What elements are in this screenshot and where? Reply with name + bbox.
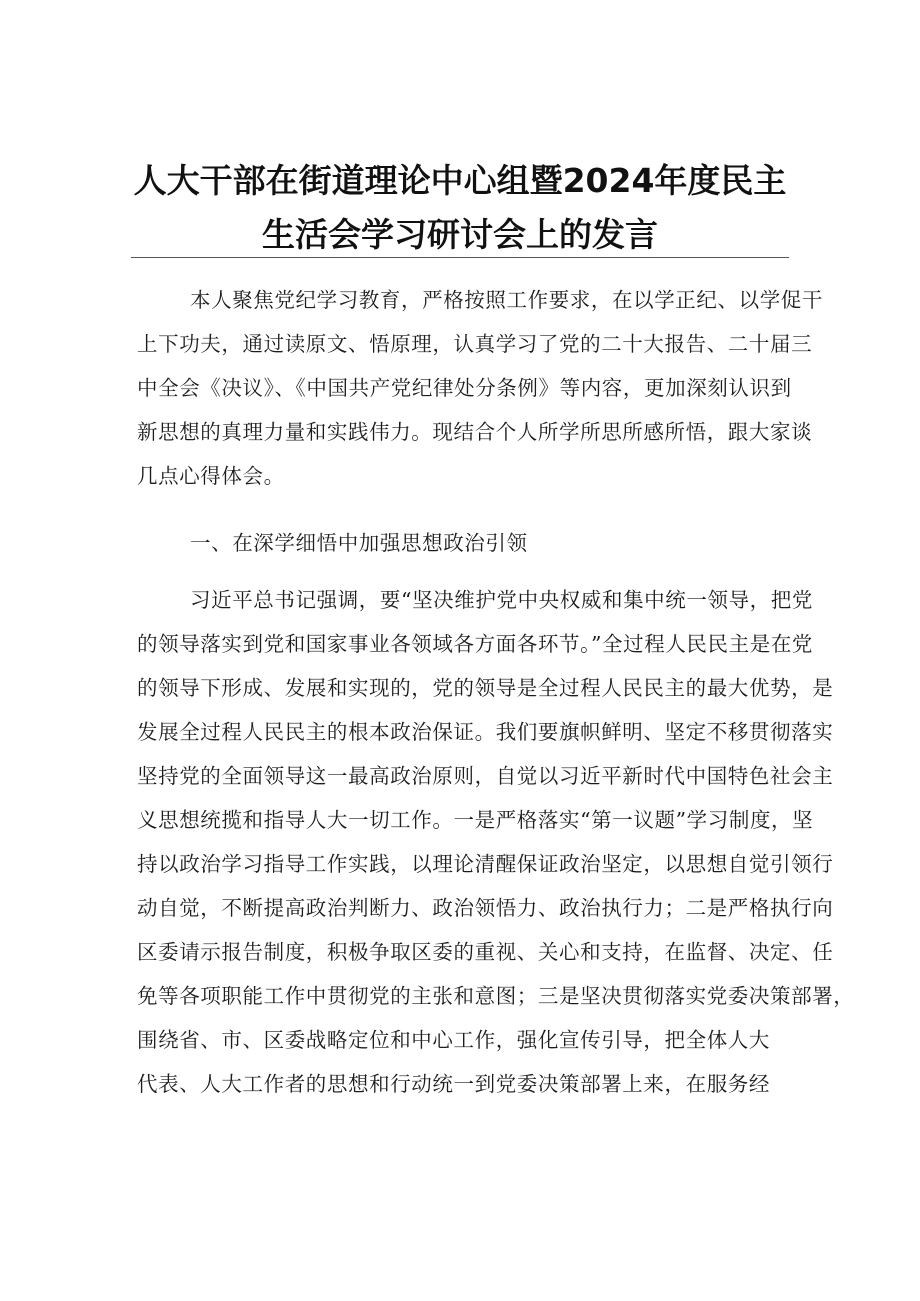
paragraph-line: 围绕省、市、区委战略定位和中心工作，强化宣传引导，把全体人大 bbox=[137, 1028, 770, 1052]
paragraph-line: 坚持党的全面领导这一最高政治原则，自觉以习近平新时代中国特色社会主 bbox=[137, 764, 834, 788]
paragraph-line: 的领导下形成、发展和实现的，党的领导是全过程人民民主的最大优势，是 bbox=[137, 676, 834, 700]
document-title-line-1: 人大干部在街道理论中心组暨2024年度民主 bbox=[133, 161, 787, 200]
paragraph-line: 习近平总书记强调，要“坚决维护党中央权威和集中统一领导，把党 bbox=[190, 588, 813, 612]
paragraph-line: 免等各项职能工作中贯彻党的主张和意图；三是坚决贯彻落实党委决策部署， bbox=[137, 984, 855, 1008]
document-title-line-2: 生活会学习研讨会上的发言 bbox=[262, 215, 658, 254]
paragraph-line: 本人聚焦党纪学习教育，严格按照工作要求，在以学正纪、以学促干 bbox=[190, 288, 823, 312]
paragraph-line: 中全会《决议》、《中国共产党纪律处分条例》等内容，更加深刻认识到 bbox=[137, 376, 792, 400]
paragraph-line: 新思想的真理力量和实践伟力。现结合个人所学所思所感所悟，跟大家谈 bbox=[137, 420, 813, 444]
paragraph-line: 义思想统揽和指导人大一切工作。一是严格落实“第一议题”学习制度，坚 bbox=[137, 808, 814, 832]
paragraph-line: 的领导落实到党和国家事业各领域各方面各环节。”全过程人民民主是在党 bbox=[137, 632, 814, 656]
paragraph-line: 发展全过程人民民主的根本政治保证。我们要旗帜鲜明、坚定不移贯彻落实 bbox=[137, 720, 834, 744]
title-underline bbox=[131, 257, 789, 258]
paragraph-line: 持以政治学习指导工作实践，以理论清醒保证政治坚定，以思想自觉引领行 bbox=[137, 852, 834, 876]
paragraph-line: 几点心得体会。 bbox=[137, 464, 285, 488]
paragraph-line: 代表、人大工作者的思想和行动统一到党委决策部署上来，在服务经 bbox=[137, 1072, 770, 1096]
section-heading: 一、在深学细悟中加强思想政治引领 bbox=[190, 531, 528, 555]
paragraph-line: 上下功夫，通过读原文、悟原理，认真学习了党的二十大报告、二十届三 bbox=[137, 332, 813, 356]
paragraph-line: 动自觉，不断提高政治判断力、政治领悟力、政治执行力；二是严格执行向 bbox=[137, 896, 834, 920]
paragraph-line: 区委请示报告制度，积极争取区委的重视、关心和支持，在监督、决定、任 bbox=[137, 940, 834, 964]
